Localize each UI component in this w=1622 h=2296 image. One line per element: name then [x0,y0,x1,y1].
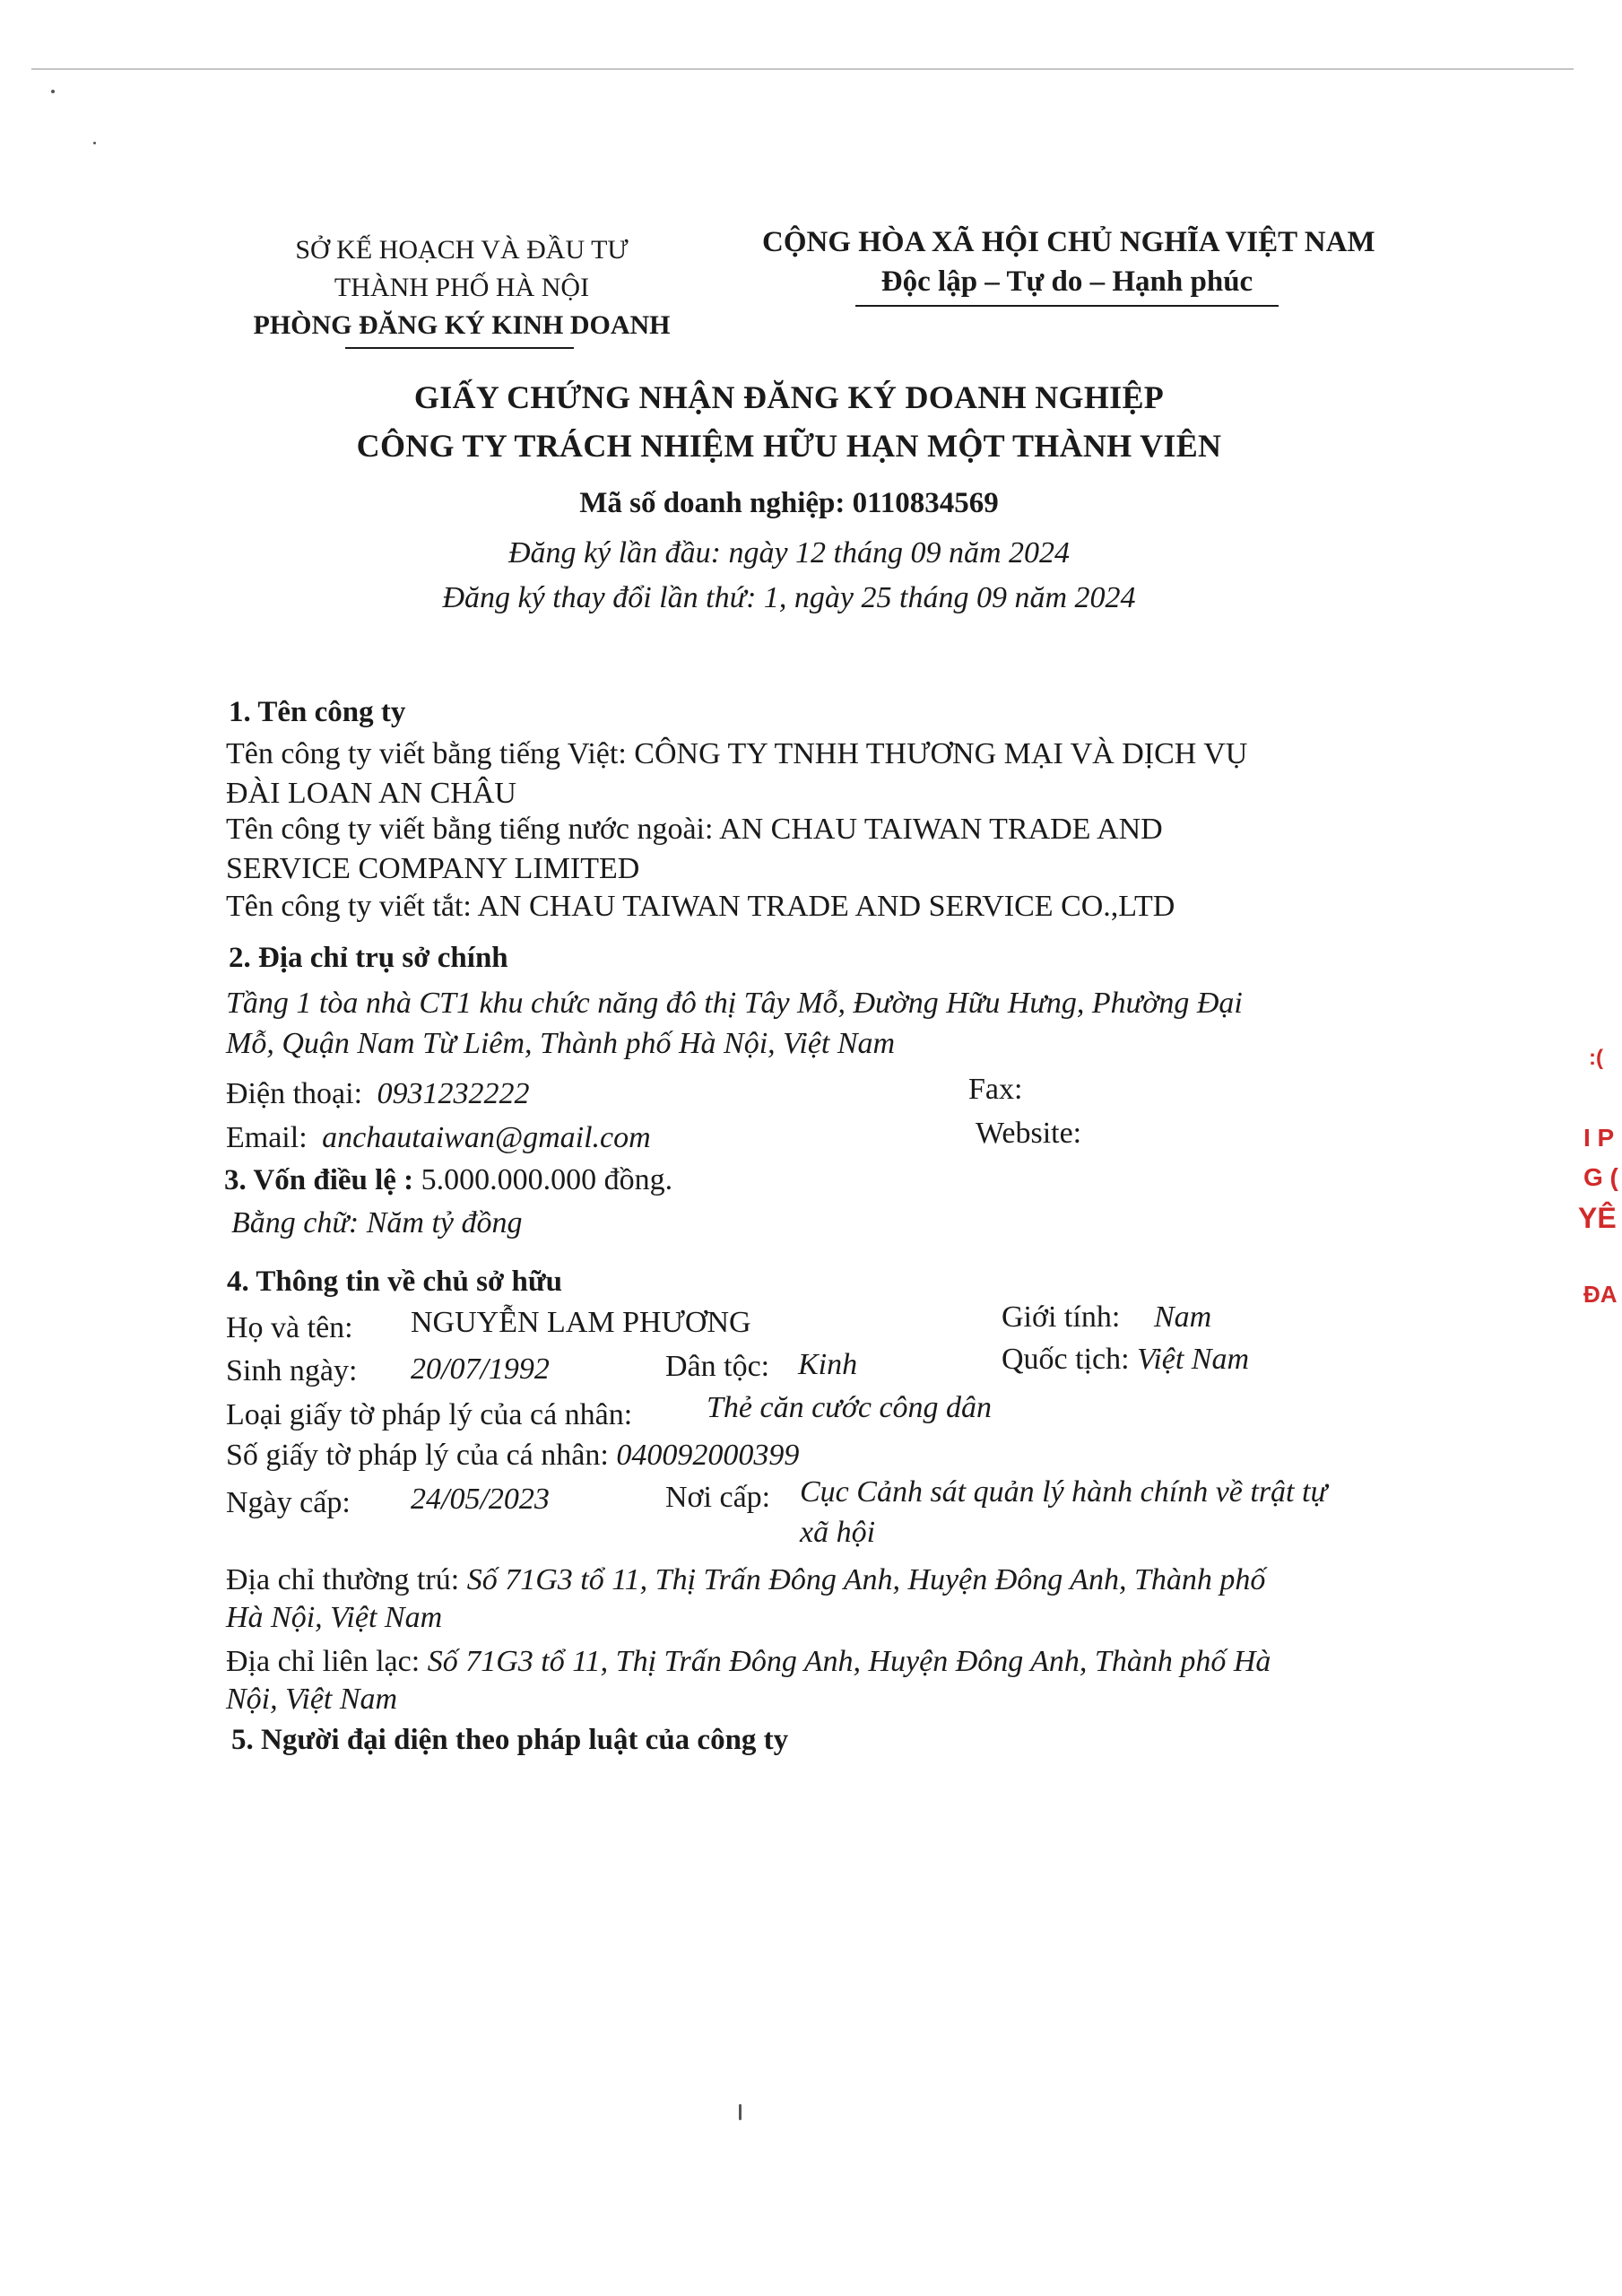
dob-label: Sinh ngày: [226,1354,358,1387]
capital-in-words-label: Bằng chữ: [231,1206,360,1239]
owner-name-label: Họ và tên: [226,1311,353,1344]
stamp-fragment: :( [1589,1046,1603,1070]
charter-capital-value: 5.000.000.000 đồng. [421,1163,673,1196]
id-number-label: Số giấy tờ pháp lý của cá nhân: [226,1439,609,1472]
section-4-heading: 4. Thông tin về chủ sở hữu [227,1265,563,1298]
ethnic-label: Dân tộc: [665,1350,770,1383]
ethnic-value: Kinh [798,1348,858,1381]
dob-value: 20/07/1992 [411,1352,550,1386]
change-registration: Đăng ký thay đổi lần thứ: 1, ngày 25 tháng 09 năm 2024 [442,581,1136,614]
id-type-value: Thẻ căn cước công dân [707,1391,993,1424]
contact-address-label: Địa chỉ liên lạc: [226,1645,421,1678]
head-office-address-2: Mỗ, Quận Nam Từ Liêm, Thành phố Hà Nội, Việt Nam [226,1027,896,1060]
agency-header [229,231,695,344]
nation-line-1: CỘNG HÒA XÃ HỘI CHỦ NGHĨA VIỆT NAM [762,226,1375,258]
section-5-heading: 5. Người đại diện theo pháp luật của công ty [231,1724,789,1756]
issue-place-value-1: Cục Cảnh sát quản lý hành chính về trật tự [800,1475,1327,1509]
id-type-label: Loại giấy tờ pháp lý của cá nhân: [226,1398,633,1431]
section-2-heading: 2. Địa chỉ trụ sở chính [229,942,508,974]
certificate-title [269,373,1309,470]
capital-in-words [231,1206,523,1240]
stamp-fragment: YÊ [1578,1202,1617,1234]
capital-in-words-value: Năm tỷ đồng [366,1206,523,1239]
stamp-fragment: ĐA [1583,1281,1618,1308]
permanent-address-value-2: Hà Nội, Việt Nam [226,1601,443,1634]
issue-place-label: Nơi cấp: [665,1481,771,1514]
agency-line-2: THÀNH PHỐ HÀ NỘI [334,273,590,302]
issue-place-value-2: xã hội [800,1516,876,1549]
company-name-foreign-label: Tên công ty viết bằng tiếng nước ngoài: [226,813,714,846]
nationality-row [1002,1343,1249,1377]
first-registration: Đăng ký lần đầu: ngày 12 tháng 09 năm 2024 [507,536,1071,570]
company-name-vn-value-2: ĐÀI LOAN AN CHÂU [226,777,516,810]
gender-label: Giới tính: [1002,1300,1121,1334]
company-name-vn [226,737,1247,771]
phone-value: 0931232222 [377,1077,530,1110]
nationality-value: Việt Nam [1137,1343,1250,1376]
nation-header [762,222,1375,301]
id-number-row [226,1439,799,1473]
email-label: Email: [226,1121,308,1154]
permanent-address-label: Địa chỉ thường trú: [226,1563,460,1596]
id-number-value: 040092000399 [616,1439,800,1472]
title-line-1: GIẤY CHỨNG NHẬN ĐĂNG KÝ DOANH NGHIỆP [413,379,1165,415]
company-name-abbr-value: AN CHAU TAIWAN TRADE AND SERVICE CO.,LTD [477,890,1175,923]
gender-value: Nam [1154,1300,1212,1334]
fax-label: Fax: [968,1073,1023,1106]
scan-speck [93,142,96,144]
contact-address-value: Số 71G3 tổ 11, Thị Trấn Đông Anh, Huyện Đông Anh, Thành phố Hà [427,1645,1271,1678]
email-value: anchautaiwan@gmail.com [322,1121,651,1154]
company-name-foreign-value-2: SERVICE COMPANY LIMITED [226,852,640,885]
enterprise-code: Mã số doanh nghiệp: 0110834569 [579,487,999,519]
issue-date-label: Ngày cấp: [226,1486,351,1519]
website-label: Website: [976,1117,1082,1150]
charter-capital [224,1163,672,1197]
scan-speck [51,90,55,93]
owner-name-value: NGUYỄN LAM PHƯƠNG [411,1306,751,1339]
permanent-address-value: Số 71G3 tổ 11, Thị Trấn Đông Anh, Huyện Đông Anh, Thành phố [466,1563,1266,1596]
head-office-address-1: Tầng 1 tòa nhà CT1 khu chức năng đô thị Tây Mỗ, Đường Hữu Hưng, Phường Đại [226,987,1243,1020]
stamp-fragment: I P [1583,1124,1615,1152]
email-row [226,1121,651,1155]
contact-address-value-2: Nội, Việt Nam [226,1683,398,1716]
agency-line-3: PHÒNG ĐĂNG KÝ KINH DOANH [253,310,671,340]
section-1-heading: 1. Tên công ty [229,696,406,728]
permanent-address [226,1563,1265,1597]
company-name-abbr [226,890,1175,924]
section-3-heading: 3. Vốn điều lệ : [224,1164,414,1196]
nationality-label: Quốc tịch: [1002,1343,1130,1376]
company-name-abbr-label: Tên công ty viết tắt: [226,890,472,923]
company-name-foreign [226,813,1163,847]
issue-date-value: 24/05/2023 [411,1483,550,1516]
company-name-vn-value: CÔNG TY TNHH THƯƠNG MẠI VÀ DỊCH VỤ [634,737,1248,770]
scan-top-rule [31,68,1574,70]
company-name-foreign-value: AN CHAU TAIWAN TRADE AND [719,813,1163,846]
phone-row [226,1077,530,1111]
agency-line-1: SỞ KẾ HOẠCH VÀ ĐẦU TƯ [295,235,629,265]
stamp-fragment: G ( [1583,1163,1618,1191]
title-line-2: CÔNG TY TRÁCH NHIỆM HỮU HẠN MỘT THÀNH VIÊN [356,428,1222,464]
motto-underline [855,305,1279,307]
contact-address [226,1645,1271,1679]
phone-label: Điện thoại: [226,1077,363,1110]
nation-line-2: Độc lập – Tự do – Hạnh phúc [880,265,1253,298]
scan-speck [739,2104,742,2120]
agency-underline [345,347,574,349]
company-name-vn-label: Tên công ty viết bằng tiếng Việt: [226,737,627,770]
